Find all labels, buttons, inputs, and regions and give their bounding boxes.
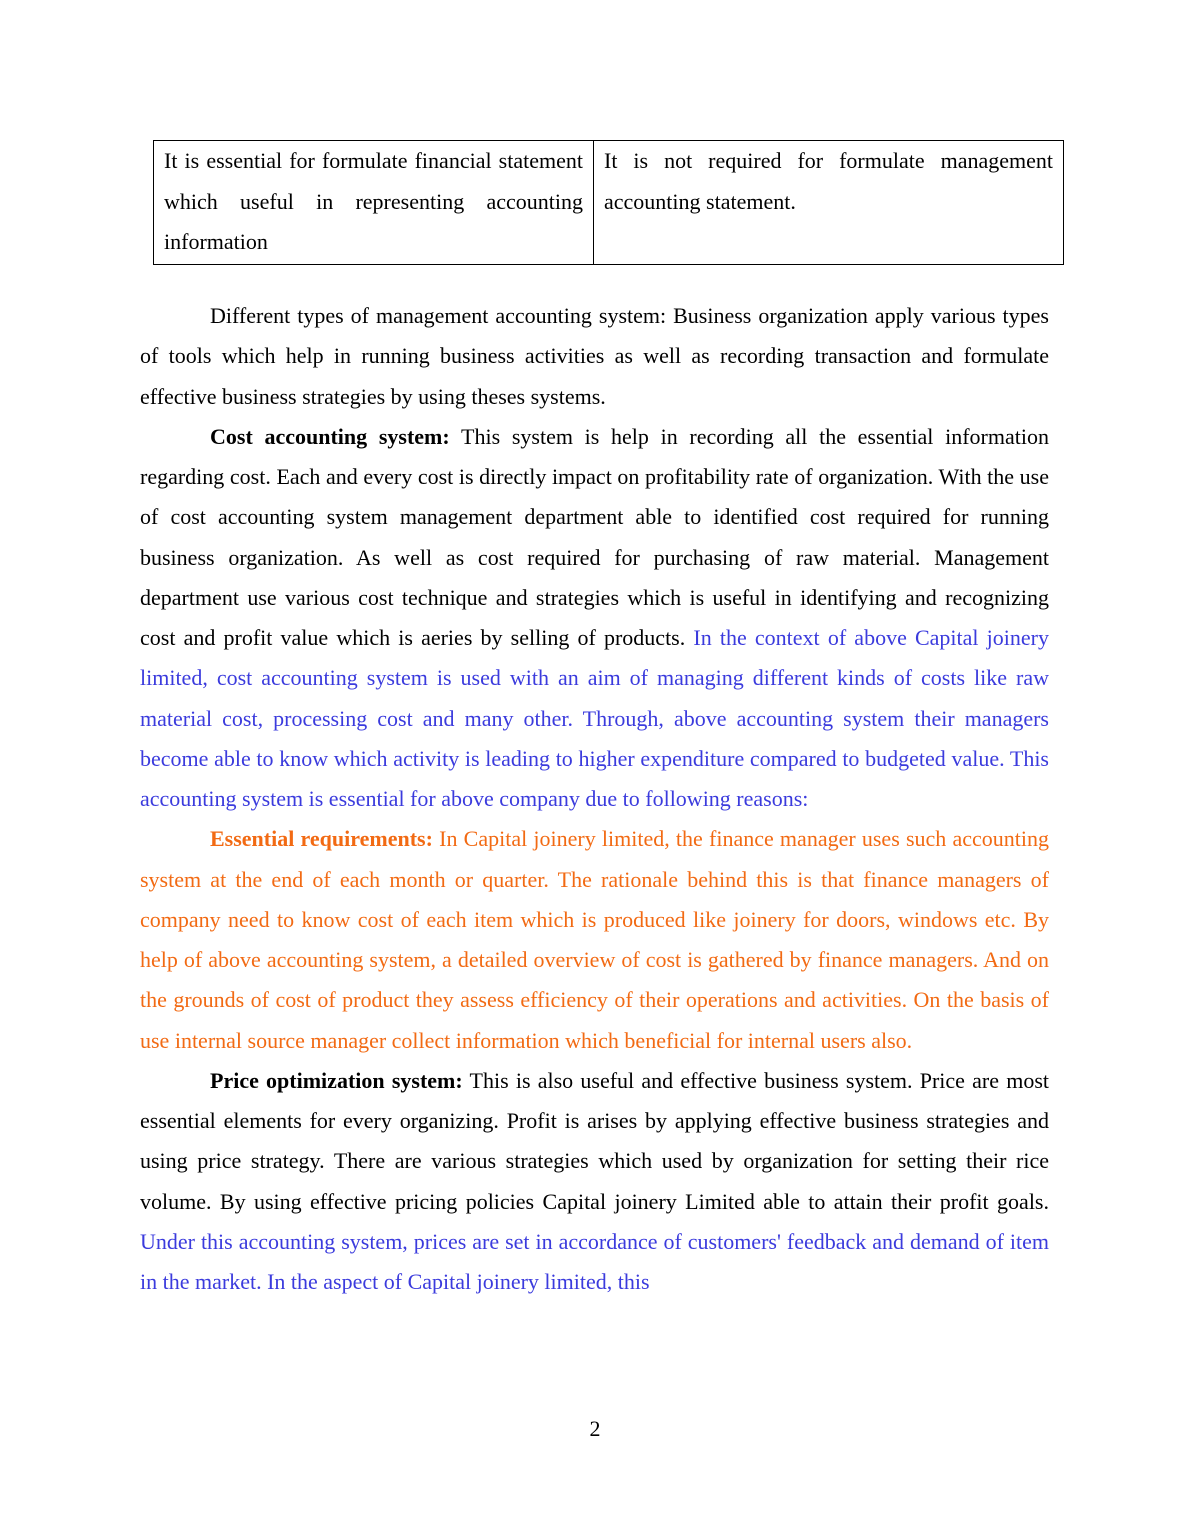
body-text xyxy=(140,296,1049,1302)
price-optimization-text: This is also useful and effective business system. Price are most essential elements for every organizing. Profit is arises by applying effective business strategies and using price strategy. There are various strategies which used by organization for setting their rice volume. By using effective pricing policies Capital joinery Limited able to attain their profit goals. xyxy=(140,1067,1049,1214)
table-cell-management: It is not required for formulate management accounting statement. xyxy=(594,141,1064,265)
price-optimization-highlight: Under this accounting system, prices are set in accordance of customers' feedback and demand of item in the market. In the aspect of Capital joinery limited, this xyxy=(140,1228,1049,1294)
price-optimization-heading: Price optimization system: xyxy=(210,1067,463,1093)
essential-requirements-heading: Essential requirements: xyxy=(210,826,433,852)
table-row xyxy=(154,141,1064,265)
essential-requirements-paragraph xyxy=(140,819,1049,1061)
cost-accounting-paragraph xyxy=(140,417,1049,820)
cost-accounting-heading: Cost accounting system: xyxy=(210,423,450,449)
cost-accounting-text: This system is help in recording all the essential information regarding cost. Each and every cost is directly impact on profitability rate of organization. With the use of cost accounting system management department able to identified cost required for running business organization. As well as cost required for purchasing of raw material. Management department use various cost technique and strategies which is useful in identifying and recognizing cost and profit value which is aeries by selling of products. xyxy=(140,423,1049,650)
table-cell-financial: It is essential for formulate financial statement which useful in representing accounting information xyxy=(154,141,594,265)
cost-accounting-highlight: In the context of above Capital joinery limited, cost accounting system is used with an aim of managing different kinds of costs like raw material cost, processing cost and many other. Through, above accounting system their managers become able to know which activity is leading to higher expenditure compared to budgeted value. This accounting system is essential for above company due to following reasons: xyxy=(140,625,1049,811)
price-optimization-paragraph xyxy=(140,1061,1049,1303)
intro-paragraph: Different types of management accounting system: Business organization apply various types of tools which help in running business activities as well as recording transaction and formulate effective business strategies by using theses systems. xyxy=(140,303,1049,409)
page-number: 2 xyxy=(589,1416,601,1441)
comparison-table xyxy=(153,140,1064,265)
essential-requirements-text: In Capital joinery limited, the finance manager uses such accounting system at the end of each month or quarter. The rationale behind this is that finance managers of company need to know cost of each item which is produced like joinery for doors, windows etc. By help of above accounting system, a detailed overview of cost is gathered by finance managers. And on the grounds of cost of product they assess efficiency of their operations and activities. On the basis of use internal source manager collect information which beneficial for internal users also. xyxy=(140,826,1049,1053)
